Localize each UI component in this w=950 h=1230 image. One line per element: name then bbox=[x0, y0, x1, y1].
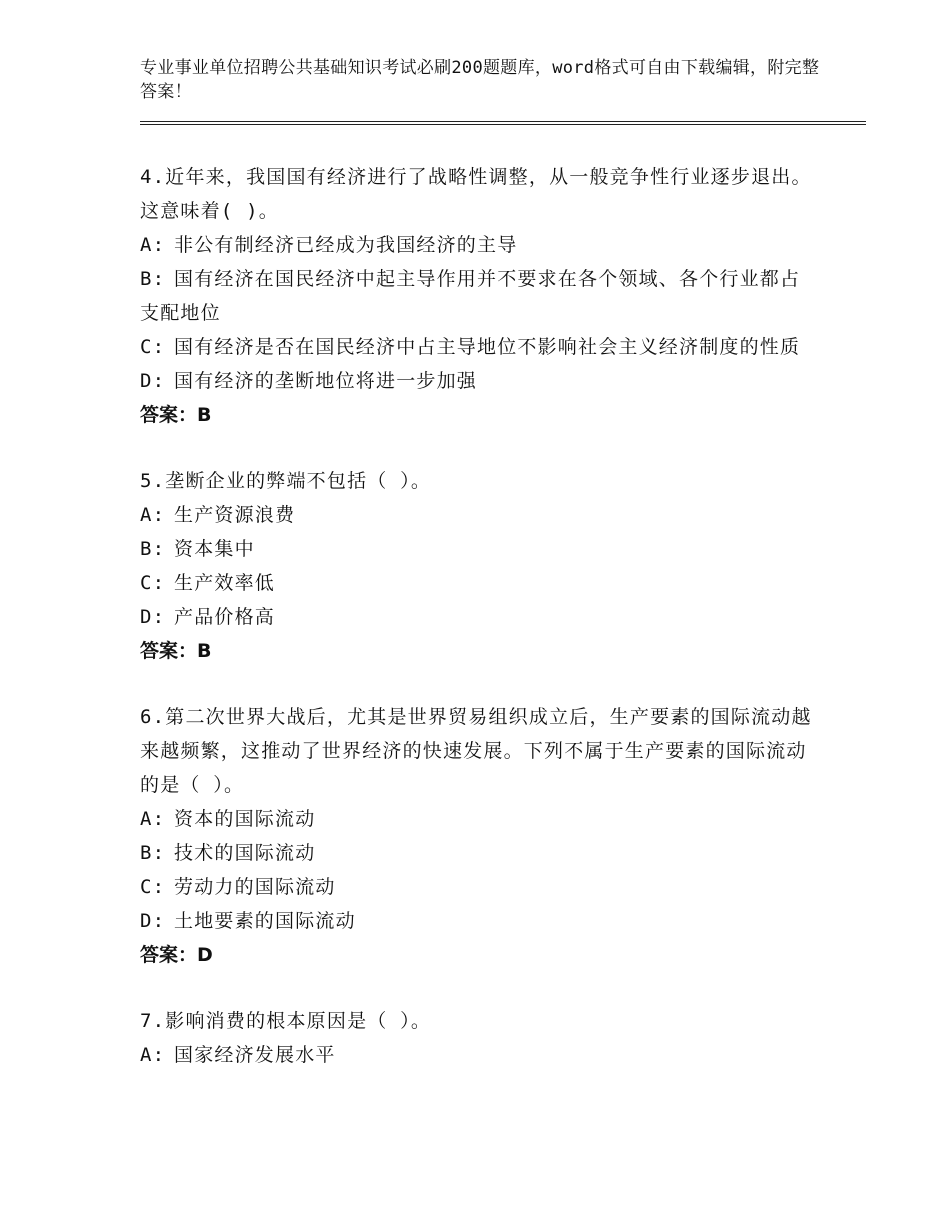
option-a bbox=[140, 1038, 820, 1072]
option-text: 资本的国际流动 bbox=[174, 808, 316, 830]
option-text: 劳动力的国际流动 bbox=[174, 876, 336, 898]
question-6 bbox=[140, 700, 820, 972]
option-a bbox=[140, 228, 820, 262]
option-c bbox=[140, 870, 820, 904]
question-list bbox=[140, 160, 820, 1104]
option-letter: A: bbox=[140, 808, 166, 830]
option-text: 国有经济是否在国民经济中占主导地位不影响社会主义经济制度的性质 bbox=[174, 336, 801, 358]
document-header: 专业事业单位招聘公共基础知识考试必刷200题题库，word格式可自由下载编辑，附完整答案！ bbox=[140, 58, 820, 102]
option-letter: D: bbox=[140, 910, 166, 932]
option-c bbox=[140, 566, 820, 600]
option-text: 国有经济的垄断地位将进一步加强 bbox=[174, 370, 478, 392]
answer-line: 答案：D bbox=[140, 944, 213, 966]
option-letter: A: bbox=[140, 504, 166, 526]
option-letter: D: bbox=[140, 606, 166, 628]
option-b bbox=[140, 836, 820, 870]
question-stem: 4.近年来，我国国有经济进行了战略性调整，从一般竞争性行业逐步退出。这意味着( )。 bbox=[140, 166, 812, 222]
question-4 bbox=[140, 160, 820, 432]
header-divider-bottom bbox=[140, 124, 866, 125]
option-letter: A: bbox=[140, 234, 166, 256]
option-a bbox=[140, 802, 820, 836]
question-7 bbox=[140, 1004, 820, 1072]
question-stem: 5.垄断企业的弊端不包括（ ）。 bbox=[140, 470, 432, 492]
option-text: 技术的国际流动 bbox=[174, 842, 316, 864]
option-letter: D: bbox=[140, 370, 166, 392]
option-letter: B: bbox=[140, 268, 166, 290]
option-letter: C: bbox=[140, 572, 166, 594]
option-d bbox=[140, 904, 820, 938]
option-c bbox=[140, 330, 820, 364]
option-letter: B: bbox=[140, 842, 166, 864]
header-divider-top bbox=[140, 121, 866, 122]
option-text: 土地要素的国际流动 bbox=[174, 910, 356, 932]
option-b bbox=[140, 262, 820, 330]
answer-line: 答案：B bbox=[140, 640, 212, 662]
question-5 bbox=[140, 464, 820, 668]
option-letter: A: bbox=[140, 1044, 166, 1066]
option-b bbox=[140, 532, 820, 566]
answer-line: 答案：B bbox=[140, 404, 212, 426]
option-text: 非公有制经济已经成为我国经济的主导 bbox=[174, 234, 518, 256]
option-text: 资本集中 bbox=[174, 538, 255, 560]
option-text: 生产效率低 bbox=[174, 572, 276, 594]
option-letter: C: bbox=[140, 876, 166, 898]
option-text: 产品价格高 bbox=[174, 606, 276, 628]
option-text: 生产资源浪费 bbox=[174, 504, 296, 526]
question-stem: 7.影响消费的根本原因是（ ）。 bbox=[140, 1010, 432, 1032]
option-letter: C: bbox=[140, 336, 166, 358]
option-a bbox=[140, 498, 820, 532]
option-text: 国有经济在国民经济中起主导作用并不要求在各个领域、各个行业都占支配地位 bbox=[140, 268, 801, 324]
option-d bbox=[140, 600, 820, 634]
option-text: 国家经济发展水平 bbox=[174, 1044, 336, 1066]
option-d bbox=[140, 364, 820, 398]
option-letter: B: bbox=[140, 538, 166, 560]
question-stem: 6.第二次世界大战后，尤其是世界贸易组织成立后，生产要素的国际流动越来越频繁，这推动了世界经济的快速发展。下列不属于生产要素的国际流动的是（ ）。 bbox=[140, 706, 812, 796]
